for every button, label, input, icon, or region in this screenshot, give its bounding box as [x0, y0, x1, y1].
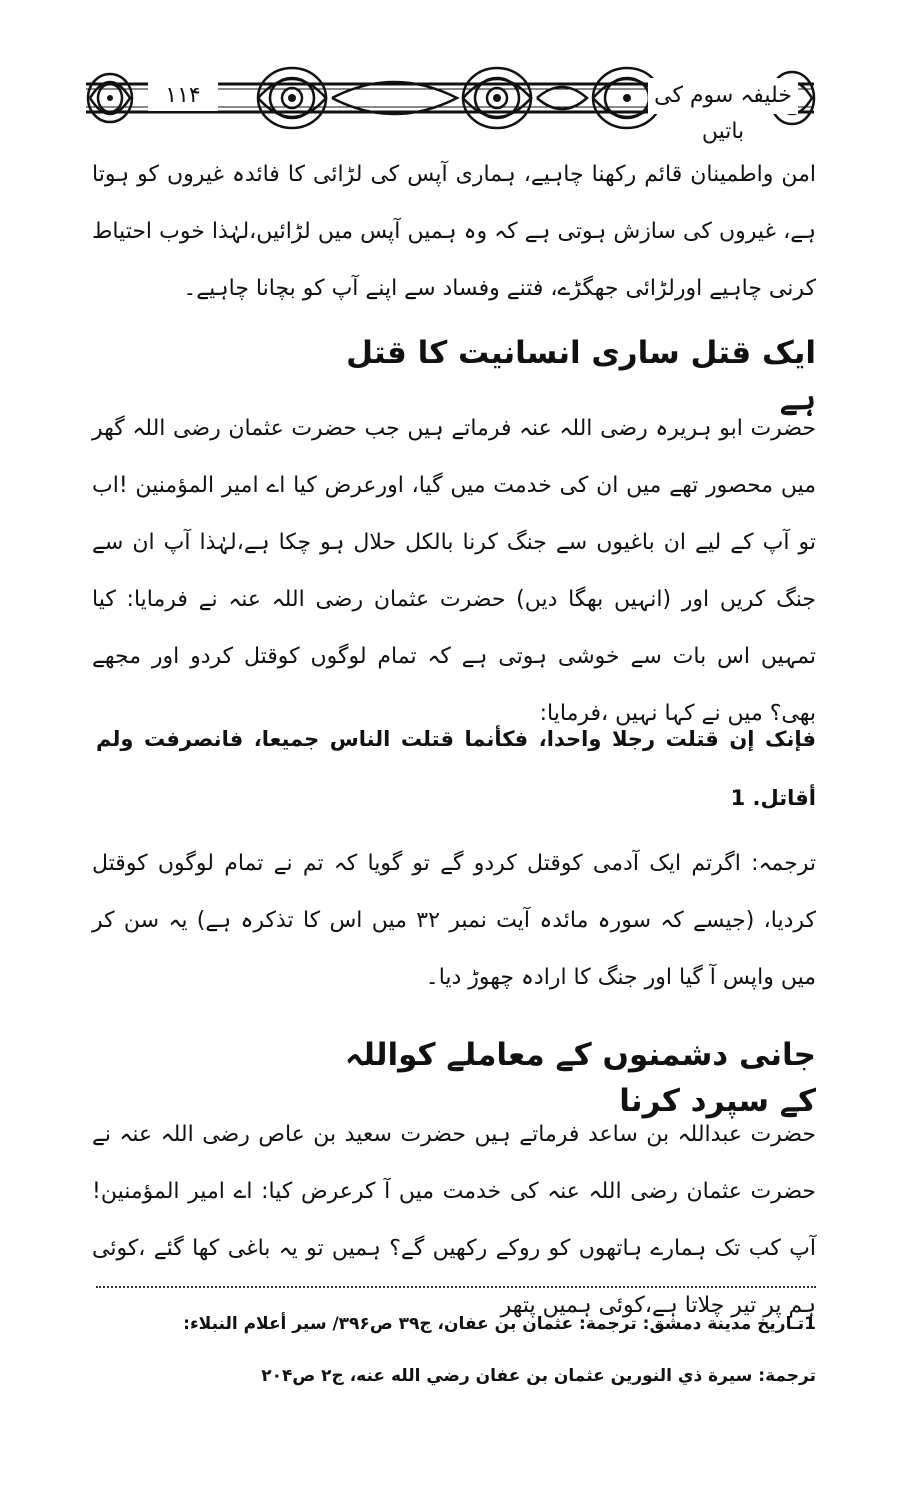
section-heading-one: ایک قتل ساری انسانیت کا قتل ہے: [346, 335, 816, 417]
intro-paragraph: امن واطمینان قائم رکھنا چاہیے، ہماری آپس کی لڑائی کا فائدہ غیروں کو ہوتا ہے، غیروں کی سازش ہوتی ہے کہ وہ ہمیں آپس میں لڑائیں،لہٰذا خوب احتیاط کرنی چاہیے اورلڑائی جھگڑے، فتنے وفساد سے اپنے آپ کو بچانا چاہیے۔: [92, 162, 816, 301]
footnote-line-one: 1تـاريخ مدينة دمشق: ترجمة: عثمان بن عفان، ج۳۹ ص۳۹۶/ سير أعلام النبلاء:: [183, 1314, 816, 1334]
story-paragraph-two: حضرت عبداللہ بن ساعد فرماتے ہیں حضرت سعید بن عاص رضی اللہ عنہ نے حضرت عثمان رضی اللہ عنہ کی خدمت میں آ کرعرض کیا: اے امیر المؤمنین! آپ کب تک ہمارے ہاتھوں کو روکے رکھیں گے؟ ہمیں تو یہ باغی کھا گئے ،کوئی ہم پر تیر چلاتا ہے،کوئی ہمیں پتھر: [92, 1122, 816, 1318]
translation-paragraph: ترجمہ: اگرتم ایک آدمی کوقتل کردو گے تو گویا کہ تم نے تمام لوگوں کوقتل کردیا، (جیسے کہ سورہ مائدہ آیت نمبر ۳۲ میں اس کا تذکرہ ہے) یہ سن کر میں واپس آ گیا اور جنگ کا ارادہ چھوڑ دیا۔: [92, 851, 817, 990]
arabic-quote: فإنک إن قتلت رجلا واحدا، فکأنما قتلت الناس جمیعا، فانصرفت ولم أقاتل. 1: [96, 727, 816, 810]
page-number: ۱۱۴: [148, 81, 218, 111]
section-heading-two: جانی دشمنوں کے معاملے کواللہ کے سپرد کرنا: [345, 1037, 816, 1119]
footnote-divider: [96, 1286, 816, 1288]
footnote-line-two: ترجمة: سيرة ذي النورين عثمان بن عفان رضي الله عنه، ج۲ ص۲۰۴: [261, 1366, 816, 1386]
running-title: خلیفہ سوم کی باتیں: [648, 78, 798, 114]
story-paragraph-one: حضرت ابو ہریرہ رضی اللہ عنہ فرماتے ہیں جب حضرت عثمان رضی اللہ گھر میں محصور تھے میں ان کی خدمت میں گیا، اورعرض کیا اے امیر المؤمنین !اب تو آپ کے لیے ان باغیوں سے جنگ کرنا بالکل حلال ہو چکا ہے،لہٰذا آپ ان سے جنگ کریں اور (انہیں بھگا دیں) حضرت عثمان رضی اللہ عنہ نے فرمایا: کیا تمہیں اس بات سے خوشی ہوتی ہے کہ تمام لوگوں کوقتل کردو اور مجھے بھی؟ میں نے کہا نہیں ،فرمایا:: [92, 416, 816, 726]
